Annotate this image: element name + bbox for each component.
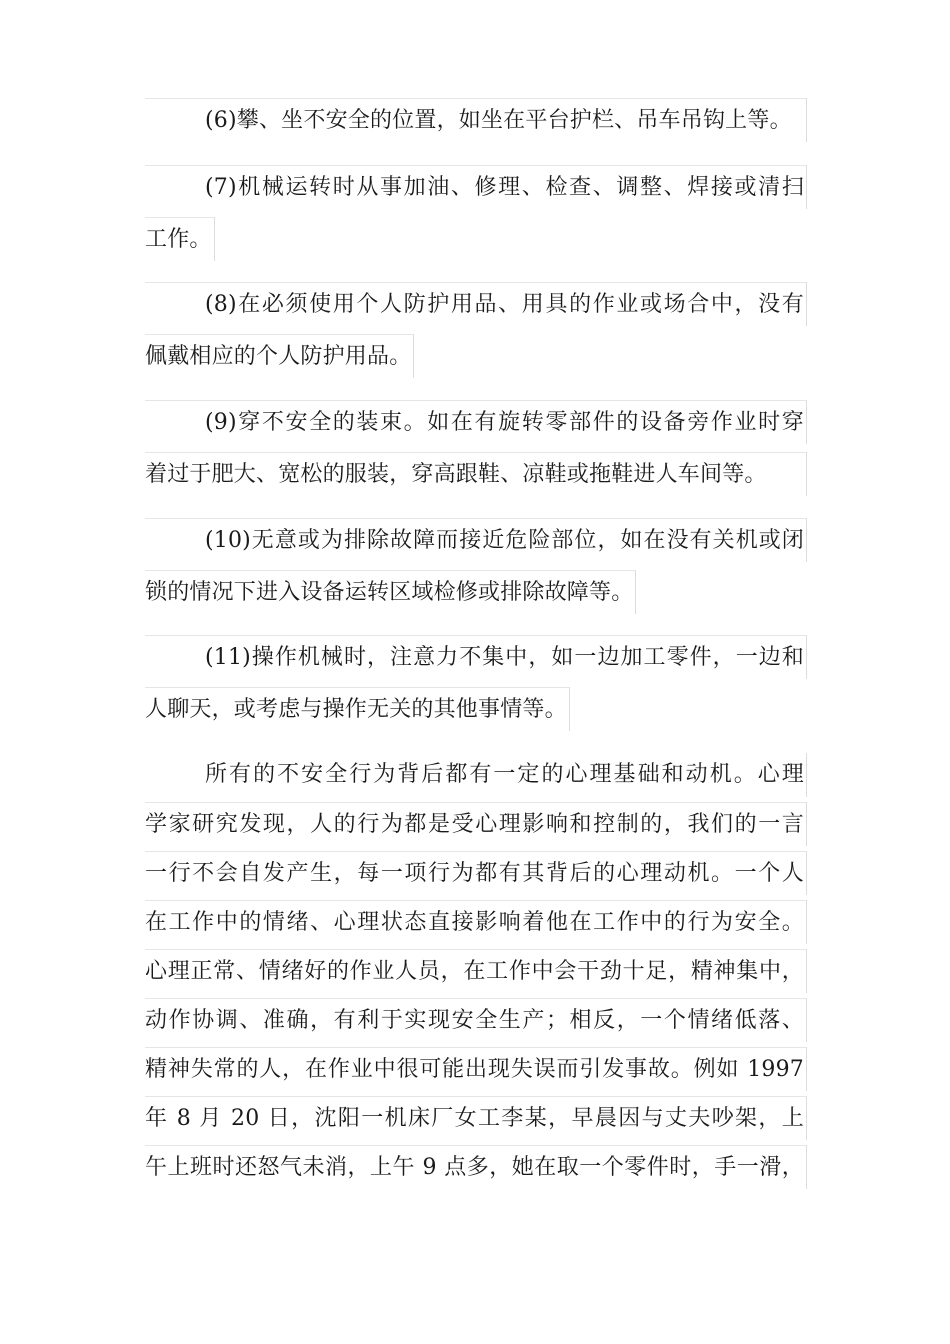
paragraph-line: 午上班时还怒气未消，上午 9 点多，她在取一个零件时，手一滑， — [145, 1145, 807, 1189]
paragraph-line: 着过于肥大、宽松的服装，穿高跟鞋、凉鞋或拖鞋进人车间等。 — [145, 452, 807, 496]
paragraph-line: 佩戴相应的个人防护用品。 — [145, 334, 414, 378]
paragraph-line: 所有的不安全行为背后都有一定的心理基础和动机。心理 — [145, 753, 807, 797]
paragraph-line: 学家研究发现，人的行为都是受心理影响和控制的，我们的一言 — [145, 802, 807, 846]
paragraph-line: 心理正常、情绪好的作业人员，在工作中会干劲十足，精神集中， — [145, 949, 807, 993]
paragraph-line: 一行不会自发产生，每一项行为都有其背后的心理动机。一个人 — [145, 851, 807, 895]
paragraph-line: (7)机械运转时从事加油、修理、检查、调整、焊接或清扫 — [145, 165, 807, 209]
paragraph-line: 在工作中的情绪、心理状态直接影响着他在工作中的行为安全。 — [145, 900, 807, 944]
paragraph-line: 年 8 月 20 日，沈阳一机床厂女工李某，早晨因与丈夫吵架，上 — [145, 1096, 807, 1140]
paragraph-line: 锁的情况下进入设备运转区域检修或排除故障等。 — [145, 570, 636, 614]
paragraph-line: 精神失常的人，在作业中很可能出现失误而引发事故。例如 1997 — [145, 1047, 807, 1091]
paragraph-line: (10)无意或为排除故障而接近危险部位，如在没有关机或闭 — [145, 518, 807, 562]
paragraph-line: 动作协调、准确，有利于实现安全生产；相反，一个情绪低落、 — [145, 998, 807, 1042]
paragraph-line: (8)在必须使用个人防护用品、用具的作业或场合中，没有 — [145, 282, 807, 326]
paragraph-line: 人聊天，或考虑与操作无关的其他事情等。 — [145, 687, 570, 731]
paragraph-line: (6)攀、坐不安全的位置，如坐在平台护栏、吊车吊钩上等。 — [145, 98, 807, 142]
paragraph-line: 工作。 — [145, 217, 215, 261]
paragraph-line: (9)穿不安全的装束。如在有旋转零部件的设备旁作业时穿 — [145, 400, 807, 444]
paragraph-line: (11)操作机械时，注意力不集中，如一边加工零件，一边和 — [145, 635, 807, 679]
